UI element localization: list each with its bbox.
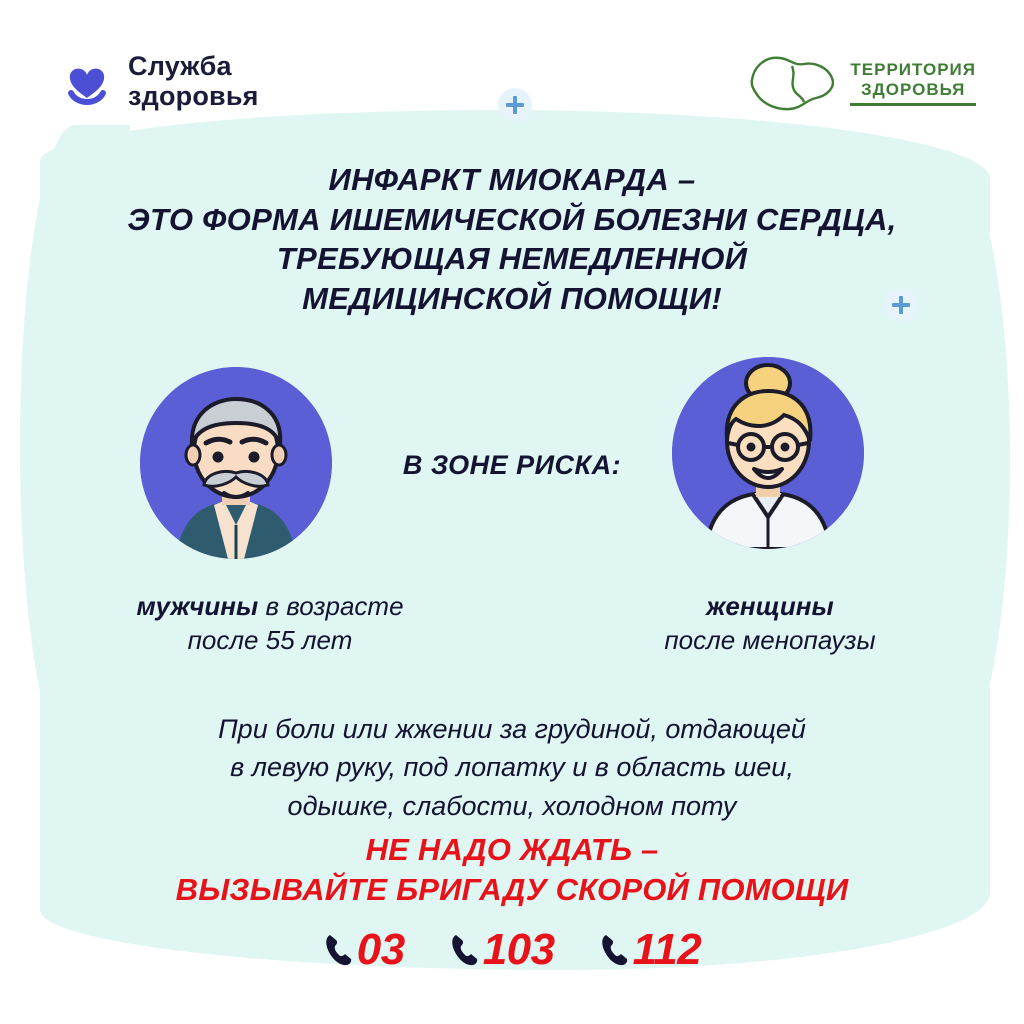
- phone-item[interactable]: [449, 925, 555, 975]
- phone-item[interactable]: [599, 925, 702, 975]
- region-map-icon: [746, 50, 838, 116]
- risk-caption-left-bold: мужчины: [136, 591, 259, 621]
- phone-handset-icon: [323, 932, 353, 968]
- risk-group-row: [0, 345, 1024, 595]
- headline-line-3: ТРЕБУЮЩАЯ НЕМЕДЛЕННОЙ: [276, 241, 748, 277]
- risk-label: В ЗОНЕ РИСКА:: [402, 450, 622, 480]
- symptoms-line-3: одышке, слабости, холодном поту: [287, 790, 737, 821]
- phone-number: 103: [482, 925, 555, 974]
- headline-line-2: ЭТО ФОРМА ИШЕМИЧЕСКОЙ БОЛЕЗНИ СЕРДЦА,: [127, 201, 897, 237]
- phone-item[interactable]: [323, 925, 405, 975]
- alert-text: [0, 830, 1024, 909]
- risk-caption-right-bold: женщины: [706, 591, 834, 621]
- alert-line-2: ВЫЗЫВАЙТЕ БРИГАДУ СКОРОЙ ПОМОЩИ: [175, 871, 849, 907]
- poster-header: [0, 0, 1024, 140]
- symptoms-line-1: При боли или жжении за грудиной, отдающей: [218, 714, 806, 744]
- symptoms-text: [0, 710, 1024, 825]
- symptoms-line-2: в левую руку, под лопатку и в область шеи,: [230, 752, 794, 783]
- brand-name: [128, 52, 259, 111]
- headline-line-4: МЕДИЦИНСКОЙ ПОМОЩИ!: [302, 281, 722, 317]
- page-title: [0, 160, 1024, 319]
- woman-avatar: [672, 357, 864, 549]
- risk-caption-left: [30, 590, 510, 658]
- emergency-phone-list: [0, 925, 1024, 975]
- phone-handset-icon: [599, 932, 629, 968]
- risk-caption-right: [540, 590, 1000, 658]
- brand-logo: [60, 52, 259, 111]
- phone-number: 03: [356, 925, 405, 974]
- heart-icon: [60, 55, 114, 109]
- brand-name-line1: Служба: [128, 51, 232, 81]
- risk-caption-left-line2: после 55 лет: [187, 624, 353, 655]
- alert-line-1: НЕ НАДО ЖДАТЬ –: [365, 832, 659, 867]
- headline-line-1: ИНФАРКТ МИОКАРДА –: [328, 162, 696, 197]
- brand-name-line2: здоровья: [128, 80, 259, 111]
- partner-logo-line1: ТЕРРИТОРИЯ: [850, 60, 976, 80]
- partner-logo: [746, 50, 976, 116]
- partner-logo-text: [850, 60, 976, 105]
- partner-logo-line2: ЗДОРОВЬЯ: [850, 80, 976, 106]
- phone-number: 112: [632, 925, 702, 974]
- phone-handset-icon: [449, 932, 479, 968]
- risk-caption-left-rest: в возрасте: [258, 591, 404, 621]
- risk-caption-right-line2: после менопаузы: [664, 624, 876, 655]
